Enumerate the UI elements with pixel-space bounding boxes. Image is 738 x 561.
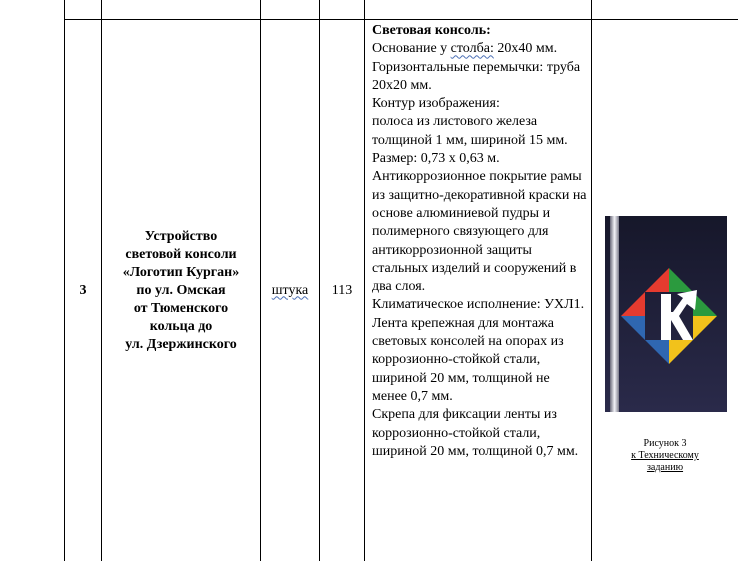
description-paragraph: Контур изображения: (372, 96, 500, 112)
row-number-cell (65, 20, 101, 561)
caption-line: Рисунок 3 (643, 438, 687, 449)
description-base-word: столба: (450, 41, 494, 57)
grid-line-col-4 (364, 0, 365, 561)
description-paragraph: Климатическое исполнение: УХЛ1. (372, 297, 585, 313)
description-paragraph: полоса из листового железа толщиной 1 мм, шириной 15 мм. (372, 114, 568, 148)
description-paragraph: Скрепа для фиксации ленты из коррозионно-стойкой стали, шириной 20 мм, толщиной 0,7 мм. (372, 407, 579, 459)
item-name-line: от Тюменского (133, 300, 229, 316)
description-title: Световая консоль: (372, 23, 491, 38)
row-number: 3 (79, 282, 87, 298)
pole (610, 216, 619, 412)
item-name-line: кольца до (149, 318, 213, 334)
caption-line: к Техническому (631, 450, 699, 461)
quantity-cell (320, 20, 364, 561)
item-name-line: ул. Дзержинского (125, 336, 237, 352)
description-base-suffix: 20x40 мм. (493, 41, 558, 57)
description-base (372, 40, 588, 58)
item-name-line: Устройство (144, 228, 218, 244)
description-paragraph: Размер: 0,73 х 0,63 м. (372, 151, 500, 167)
grid-line-col-5 (591, 0, 592, 561)
item-name-cell (102, 20, 260, 561)
caption-line: заданию (646, 462, 684, 473)
item-name-line: «Логотип Курган» (122, 264, 240, 280)
logo-figure (605, 216, 727, 412)
description-paragraph: Лента крепежная для монтажа световых консолей на опорах из коррозионно-стойкой стали, шириной 20 мм, толщиной не менее 0,7 мм. (372, 315, 564, 404)
description-paragraph: Горизонтальные перемычки: труба 20x20 мм. (372, 59, 581, 93)
item-name-line: световой консоли (125, 246, 237, 262)
description-cell (372, 22, 588, 461)
description-paragraph: Антикоррозионное покрытие рамы из защитно-декоративной краски на основе алюминиевой пудры и полимерного связующего для антикоррозионной защиты стальных изделий и сооружений в два слоя. (372, 169, 587, 295)
item-name (123, 228, 239, 354)
logo-console-image (605, 216, 727, 412)
figure-caption (600, 438, 730, 474)
unit-value: штука (271, 282, 309, 298)
item-name-line: по ул. Омская (136, 282, 226, 298)
unit-cell (261, 20, 319, 561)
quantity-value: 113 (331, 282, 353, 298)
description-base-prefix: Основание у (372, 41, 451, 57)
